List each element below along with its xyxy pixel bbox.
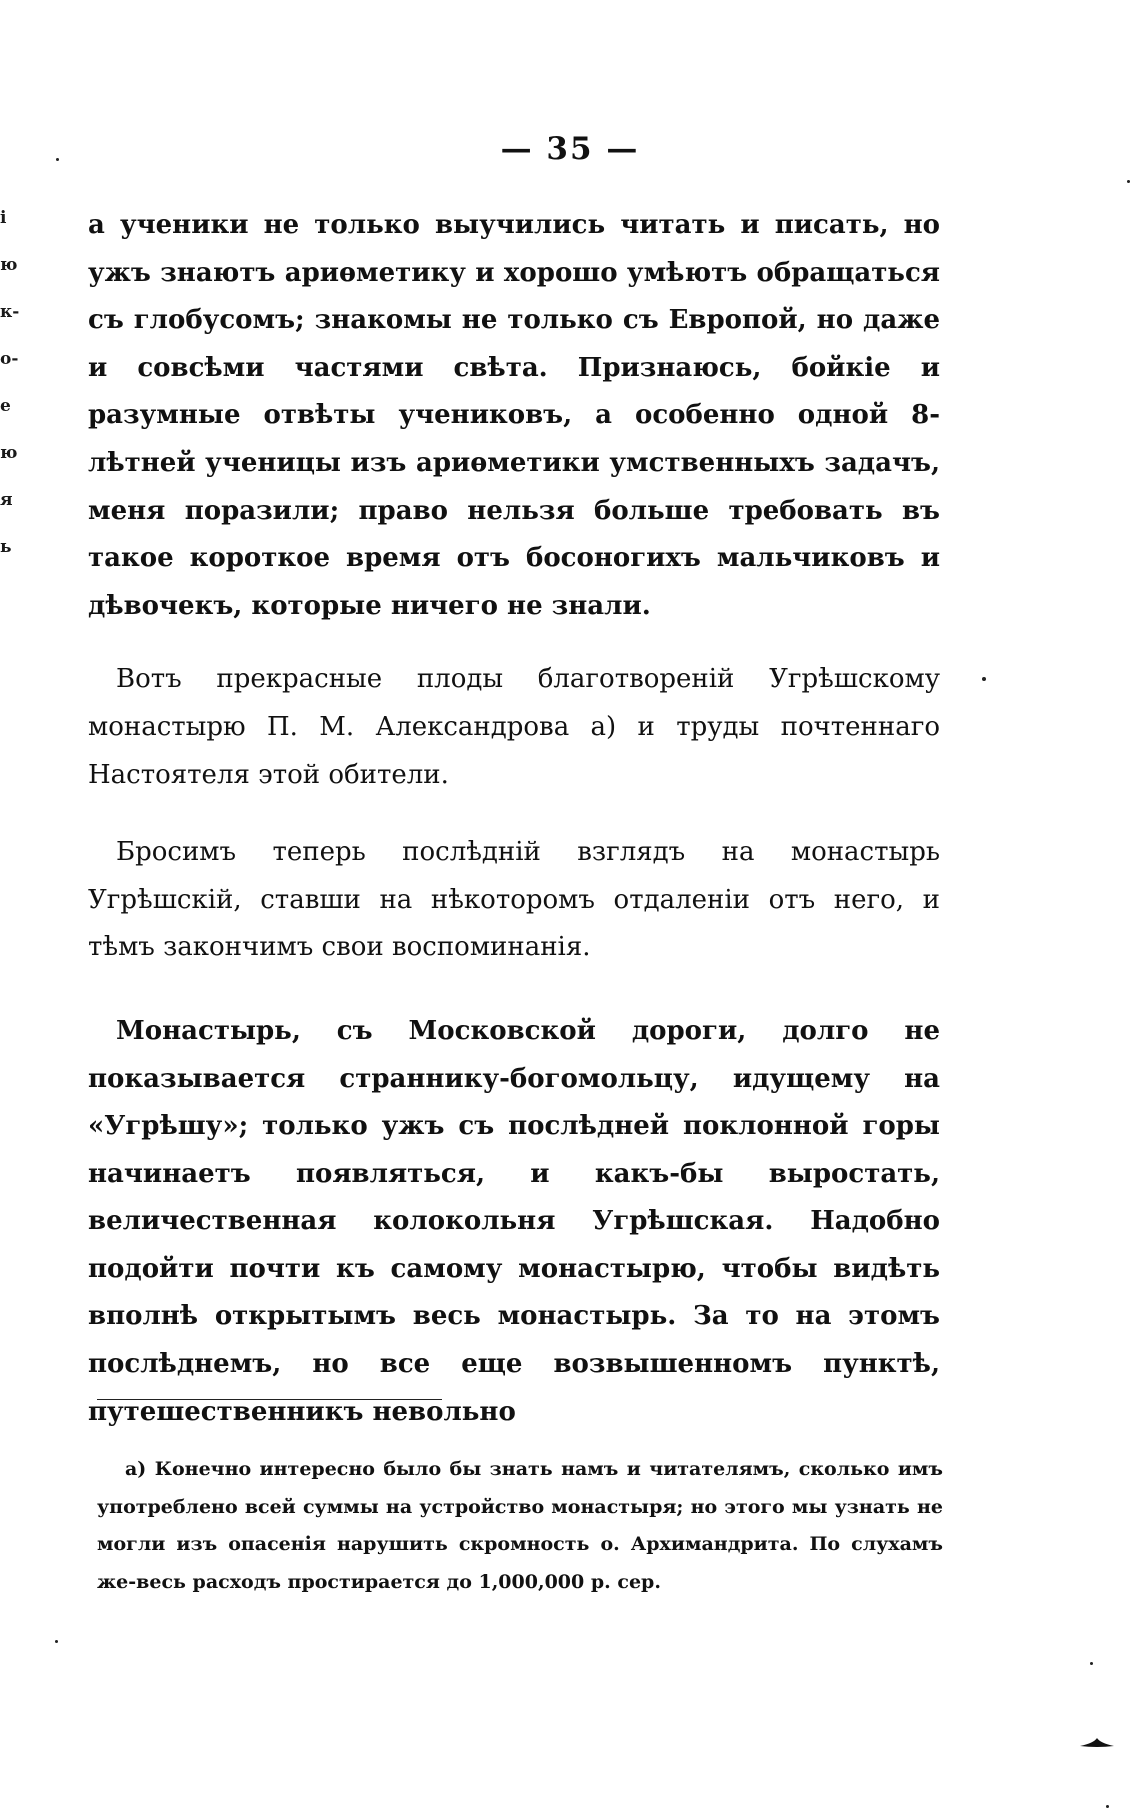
print-speck (1127, 180, 1130, 183)
margin-fragment: к- (0, 302, 20, 322)
footnote-divider (97, 1399, 442, 1400)
margin-fragment: ь (0, 537, 12, 557)
margin-fragment: ю (0, 255, 18, 275)
body-text (88, 202, 940, 1436)
margin-fragment: о- (0, 349, 19, 369)
paragraph-3: Бросимъ теперь послѣдній взглядъ на монастырь Угрѣшскій, ставши на нѣкоторомъ отдаленіи отъ него, и тѣмъ закончимъ свои воспоминанія. (88, 837, 940, 963)
print-speck (1106, 1805, 1109, 1808)
print-speck (1090, 1662, 1093, 1665)
paragraph-4: Монастырь, съ Московской дороги, долго не показывается страннику-богомольцу, идущему на «Угрѣшу»; только ужъ съ послѣдней поклонной горы начинаетъ появляться, и какъ-бы выростать, величественная колокольня Угрѣшская. Надобно подойти почти къ самому монастырю, чтобы видѣть вполнѣ открытымъ весь монастырь. За то на этомъ послѣднемъ, но все еще возвышенномъ пунктѣ, путешественникъ невольно (88, 1015, 940, 1427)
margin-fragment: ю (0, 443, 18, 463)
print-speck (982, 677, 986, 681)
margin-fragment: я (0, 490, 13, 510)
footnote: а) Конечно интересно было бы знать намъ и читателямъ, сколько имъ употреблено всей суммы на устройство монастыря; но этого мы узнать не могли изъ опасенія нарушить скромность о. Архимандрита. По слухамъ же-весь расходъ простирается до 1,000,000 р. сер. (97, 1458, 943, 1593)
page-number: — 35 — (500, 131, 640, 167)
ornament-icon (1080, 1737, 1114, 1749)
paragraph-2: Вотъ прекрасные плоды благотвореній Угрѣшскому монастырю П. М. Александрова а) и труды почтеннаго Настоятеля этой обители. (88, 664, 940, 790)
margin-fragment: е (0, 396, 11, 416)
print-speck (56, 158, 59, 161)
paragraph-1: а ученики не только выучились читать и писать, но ужъ знаютъ ариѳметику и хорошо умѣютъ обращаться съ глобусомъ; знакомы не только съ Европой, но даже и совсѣми частями свѣта. Признаюсь, бойкіе и разумные отвѣты учениковъ, а особенно одной 8-лѣтней ученицы изъ ариѳметики умственныхъ задачъ, меня поразили; право нельзя больше требовать въ такое короткое время отъ босоногихъ мальчиковъ и дѣвочекъ, которые ничего не знали. (88, 210, 940, 621)
adjacent-page-margin (0, 195, 18, 571)
margin-fragment: і (0, 208, 7, 228)
print-speck (55, 1640, 58, 1643)
